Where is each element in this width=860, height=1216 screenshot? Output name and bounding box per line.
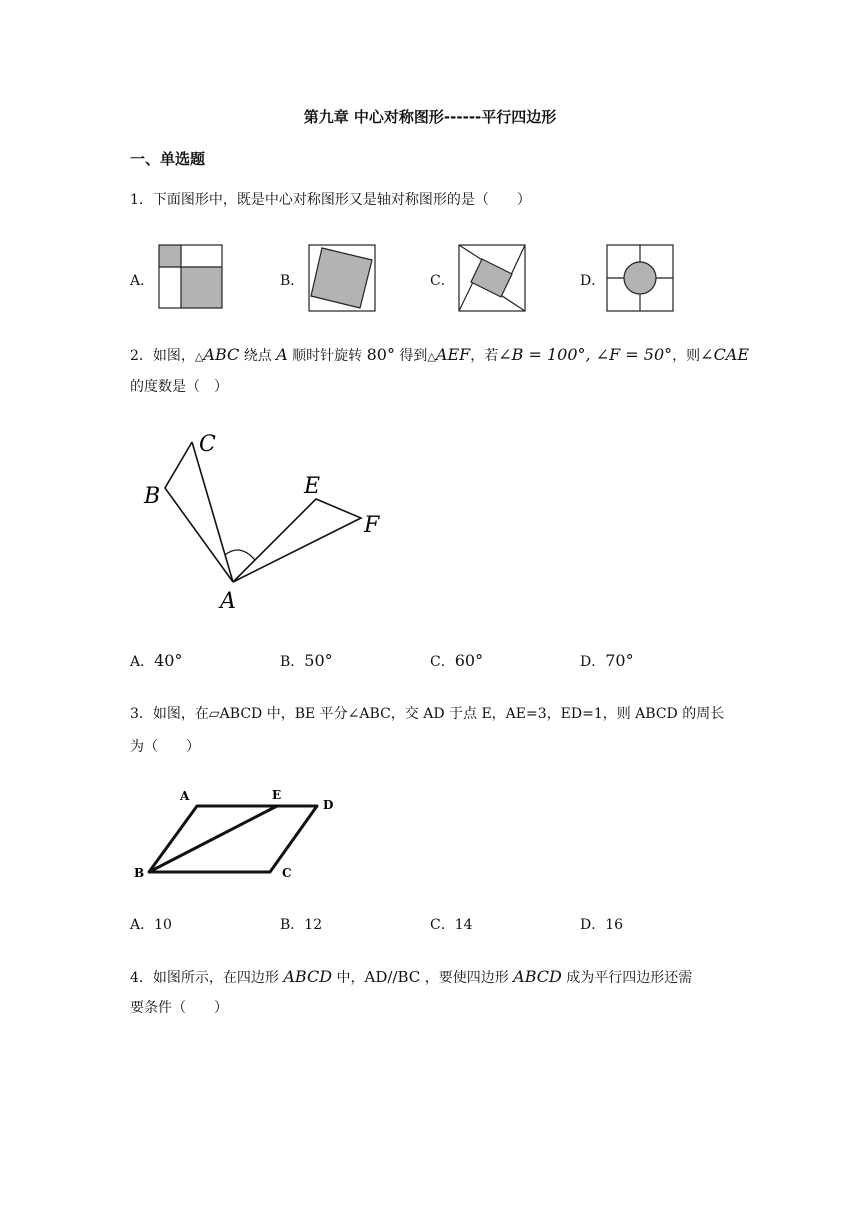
q3-option-a: A．10 <box>130 917 172 933</box>
segment-be <box>149 806 277 872</box>
q2-option-c: C．60° <box>430 651 484 670</box>
point-f-label: F <box>364 513 380 538</box>
question-2-line-2: 的度数是（ ） <box>130 379 228 395</box>
parallelogram-abcd <box>149 806 317 872</box>
q2-figure <box>130 425 400 620</box>
point-e-label: E <box>272 788 282 802</box>
q2-option-d: D．70° <box>580 651 634 670</box>
center-circle <box>624 262 656 294</box>
point-a-label: A <box>220 589 236 614</box>
question-2-line-1: 2．如图，△ABC 绕点 A 顺时针旋转 80° 得到△AEF，若∠B = 100°, ∠F = 50°，则∠CAE <box>130 345 750 364</box>
point-b-label: B <box>144 484 161 509</box>
q3-option-d: D．16 <box>580 917 624 933</box>
q1-option-d-label: D． <box>580 273 606 289</box>
rotation-angle-arc <box>225 550 255 560</box>
q1-option-c-label: C． <box>430 273 455 289</box>
point-e-label: E <box>304 474 321 499</box>
point-a-label: A <box>180 789 190 803</box>
shaded-small-square <box>159 245 181 267</box>
q3-figure <box>130 785 350 885</box>
q2-option-a: A．40° <box>130 651 183 670</box>
q1-option-c-figure <box>458 244 526 312</box>
question-3-line-2: 为（ ） <box>130 739 200 755</box>
question-1-text: 1．下面图形中，既是中心对称图形又是轴对称图形的是（ ） <box>130 192 531 208</box>
triangle-abc <box>165 442 233 582</box>
inner-square <box>471 259 512 297</box>
q1-option-a-figure <box>158 244 224 310</box>
shaded-large-rect <box>181 267 222 308</box>
point-d-label: D <box>323 798 334 812</box>
q3-option-b: B．12 <box>280 917 323 933</box>
question-4-line-1: 4．如图所示，在四边形 ABCD 中，AD//BC ，要使四边形 ABCD 成为平行四边形还需 <box>130 967 693 986</box>
question-4-line-2: 要条件（ ） <box>130 1000 228 1016</box>
q1-option-b-figure <box>308 244 376 312</box>
point-c-label: C <box>282 866 292 880</box>
q1-option-a-label: A． <box>130 273 155 289</box>
point-c-label: C <box>199 432 216 457</box>
q2-option-b: B．50° <box>280 651 333 670</box>
q1-option-b-label: B． <box>280 273 305 289</box>
triangle-aef <box>233 499 361 582</box>
section-heading: 一、单选题 <box>130 150 206 168</box>
question-3-line-1: 3．如图，在▱ABCD 中，BE 平分∠ABC，交 AD 于点 E，AE=3，ED=1，则 ABCD 的周长 <box>130 706 725 722</box>
point-b-label: B <box>134 866 145 880</box>
q3-option-c: C．14 <box>430 917 473 933</box>
page-title: 第九章 中心对称图形------平行四边形 <box>303 108 557 126</box>
q1-option-d-figure <box>606 244 674 312</box>
rotated-square <box>311 248 372 308</box>
